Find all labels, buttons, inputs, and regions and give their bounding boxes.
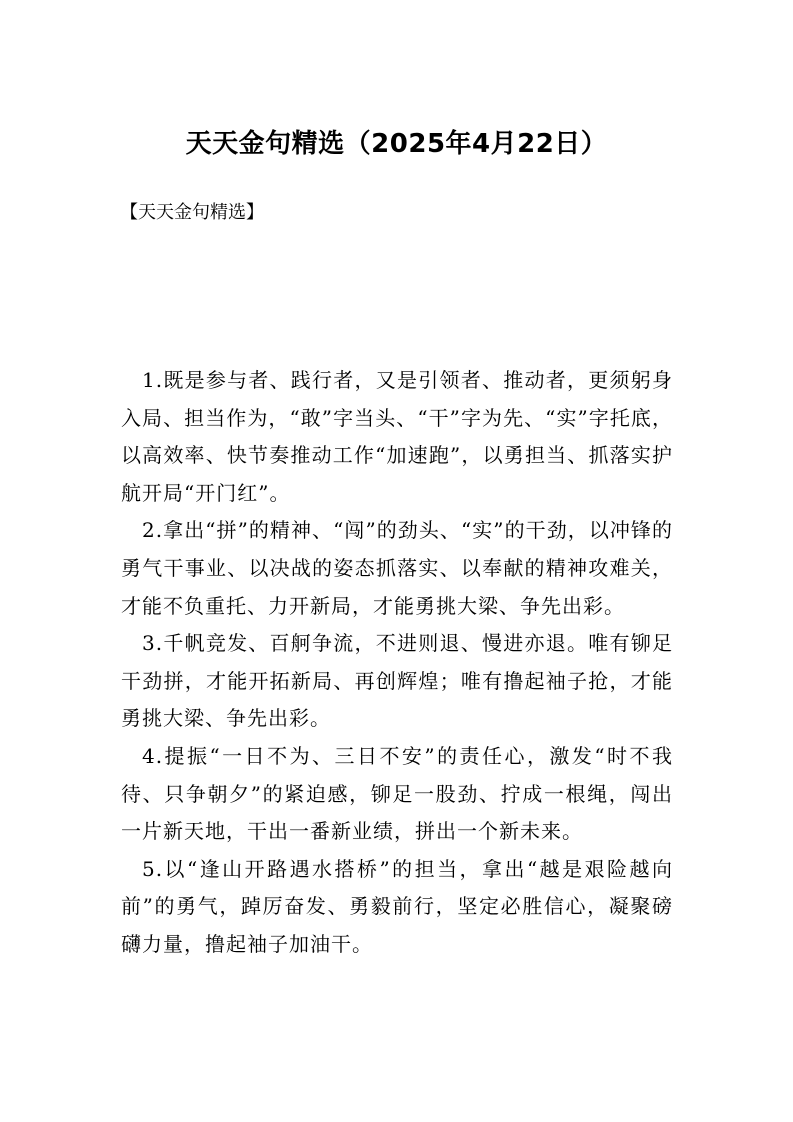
paragraph-4: 4.提振“一日不为、三日不安”的责任心，激发“时不我待、只争朝夕”的紧迫感，铆足一股劲、拧成一根绳，闯出一片新天地，干出一番新业绩，拼出一个新未来。 xyxy=(121,743,673,844)
document-title: 天天金句精选（2025年4月22日） xyxy=(185,129,608,159)
document-body xyxy=(121,362,673,964)
paragraph-2: 2.拿出“拼”的精神、“闯”的劲头、“实”的干劲，以冲锋的勇气干事业、以决战的姿态抓落实、以奉献的精神攻难关，才能不负重托、力开新局，才能勇挑大梁、争先出彩。 xyxy=(121,518,673,618)
paragraph-3: 3.千帆竞发、百舸争流，不进则退、慢进亦退。唯有铆足干劲拼，才能开拓新局、再创辉煌；唯有撸起袖子抢，才能勇挑大梁、争先出彩。 xyxy=(121,631,673,731)
paragraph-5: 5.以“逢山开路遇水搭桥”的担当，拿出“越是艰险越向前”的勇气，踔厉奋发、勇毅前行，坚定必胜信心，凝聚磅礴力量，撸起袖子加油干。 xyxy=(121,856,673,956)
paragraph-1: 1.既是参与者、践行者，又是引领者、推动者，更须躬身入局、担当作为，“敢”字当头、“干”字为先、“实”字托底，以高效率、快节奏推动工作“加速跑”，以勇担当、抓落实护航开局“开门红”。 xyxy=(121,368,673,505)
section-label: 【天天金句精选】 xyxy=(120,202,264,223)
